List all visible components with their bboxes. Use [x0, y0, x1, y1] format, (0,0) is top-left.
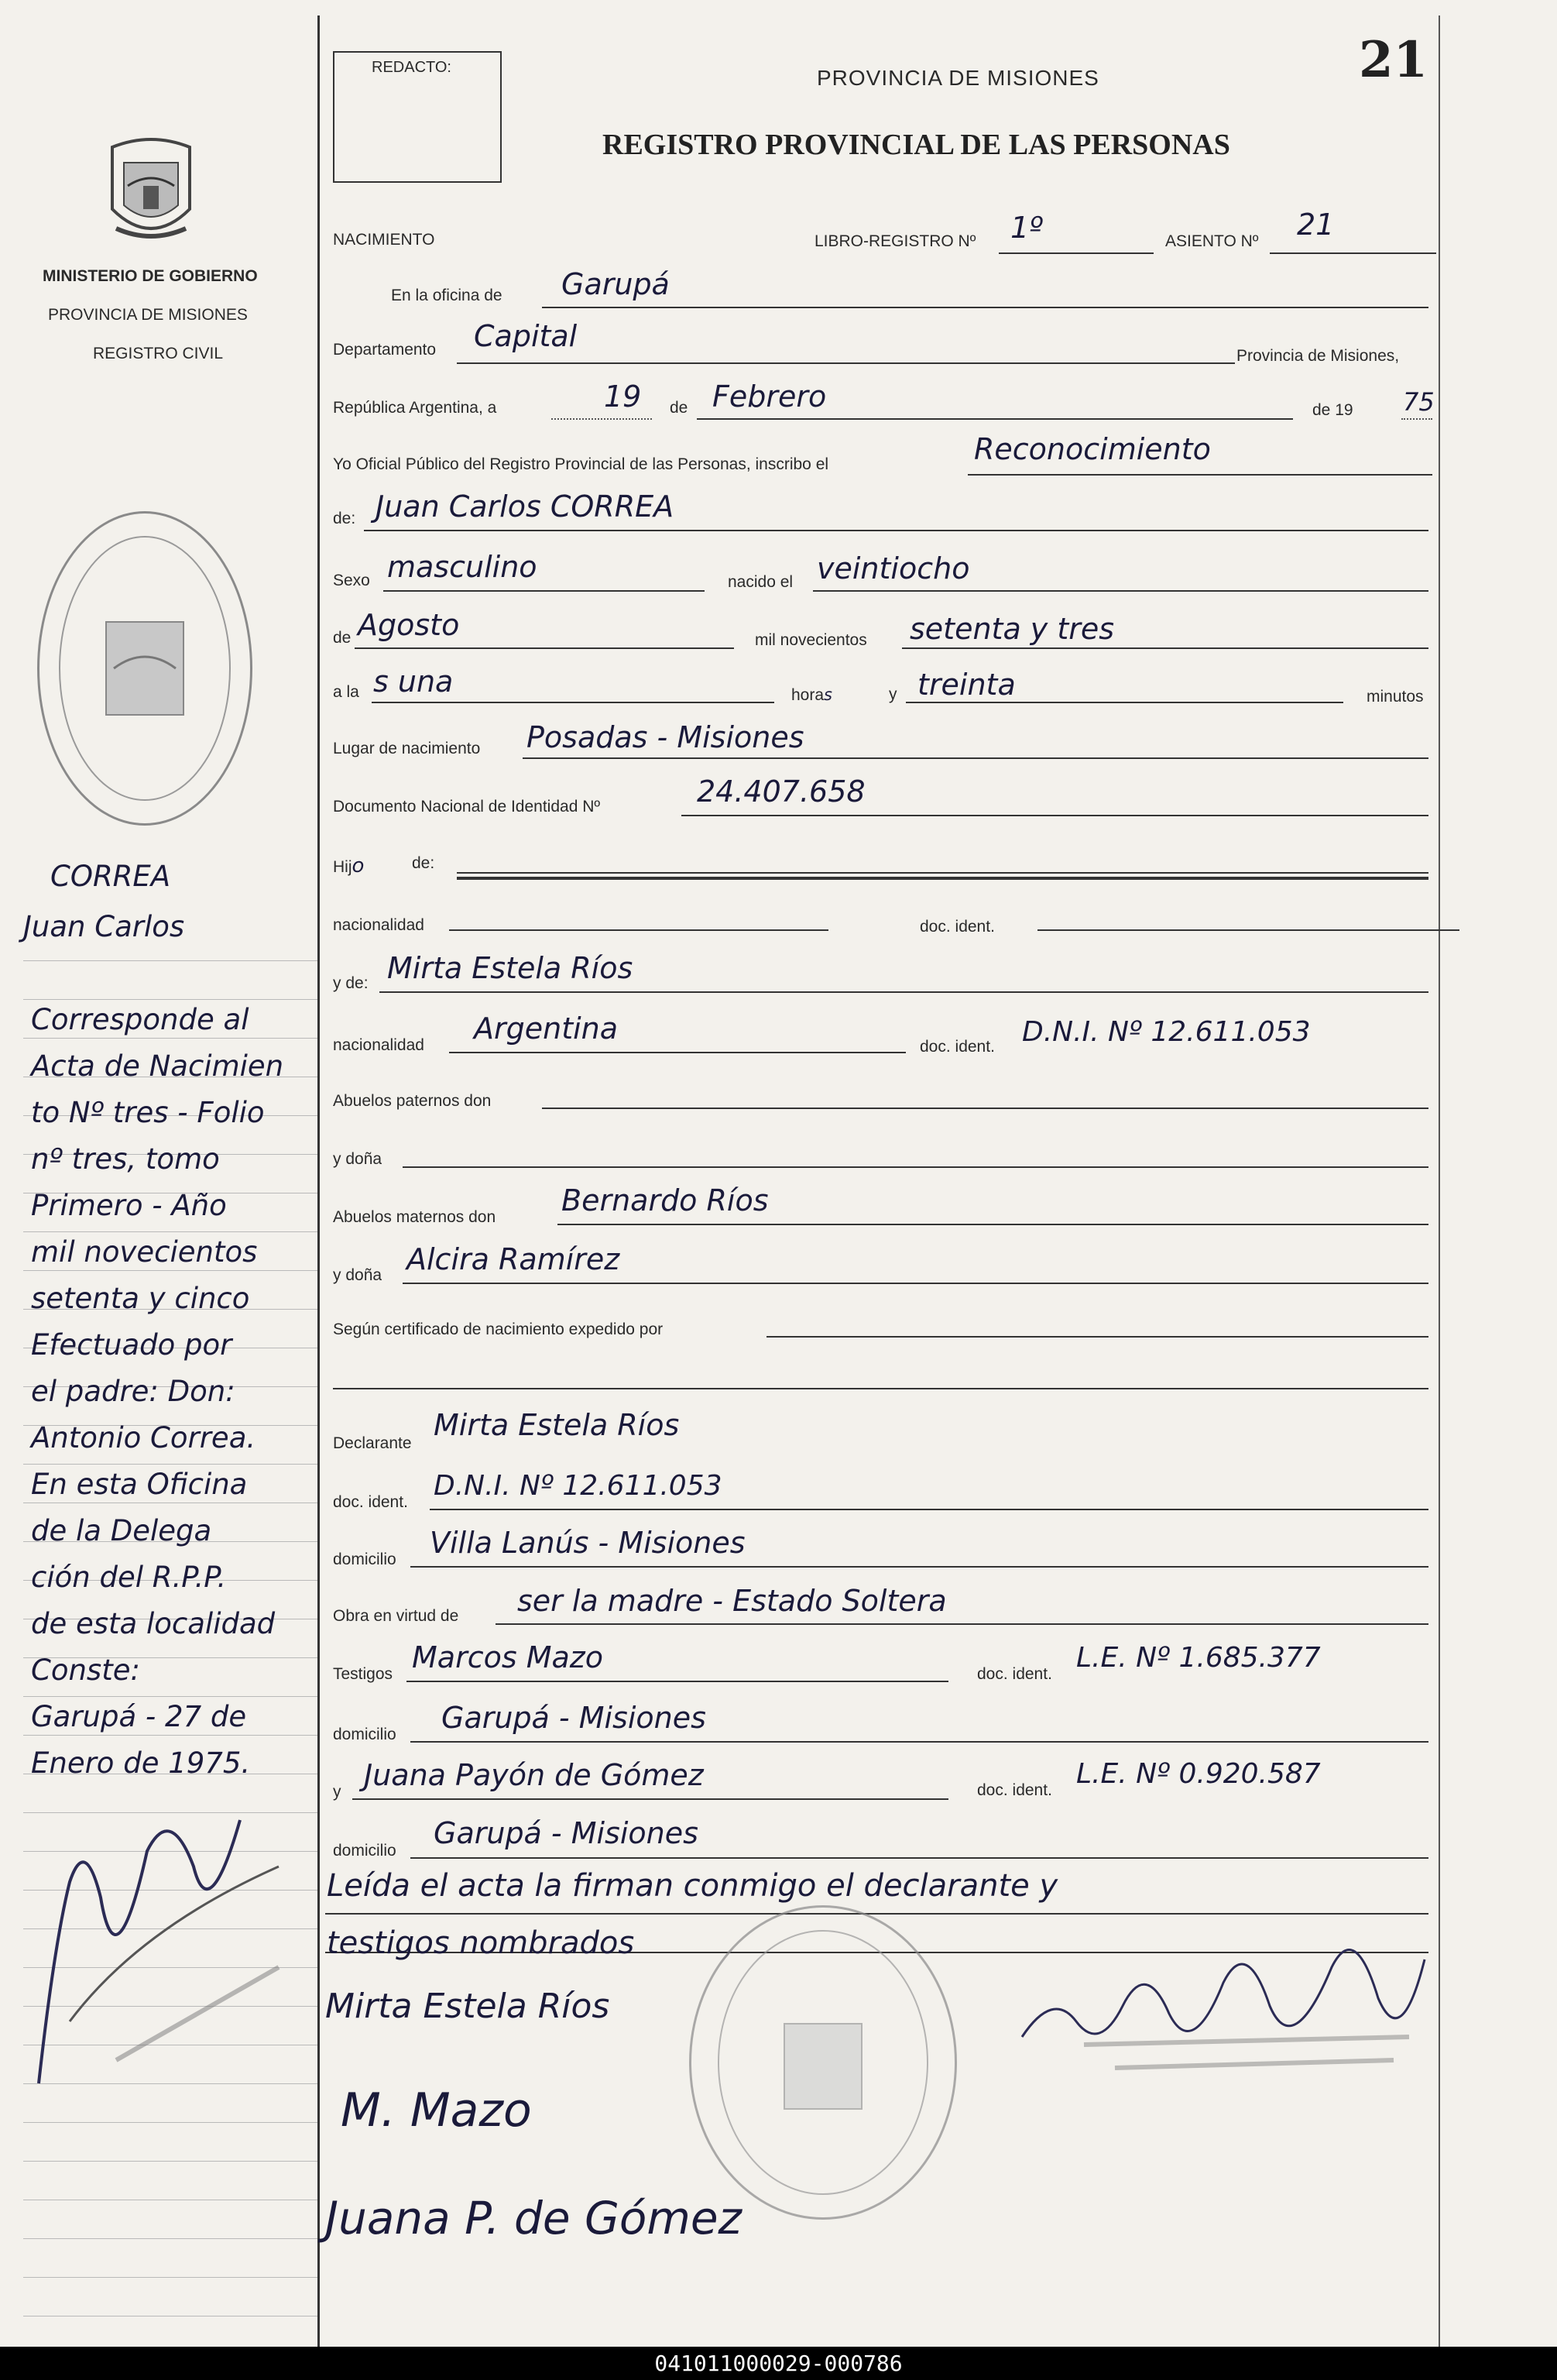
sidebar-note-line: Conste:: [31, 1654, 140, 1687]
closing-line-2: testigos nombrados: [327, 1925, 635, 1961]
testigo2-domicilio-value: Garupá - Misiones: [434, 1816, 698, 1850]
sidebar-note-line: Corresponde al: [31, 1003, 249, 1036]
mother-doc-label: doc. ident.: [920, 1038, 995, 1056]
declarante-domicilio-label: domicilio: [333, 1551, 396, 1568]
sidebar-given-names: Juan Carlos: [23, 910, 185, 943]
libro-value: 1º: [1010, 211, 1044, 245]
obra-value: ser la madre - Estado Soltera: [517, 1584, 947, 1618]
page-number: 21: [1359, 31, 1428, 89]
declarante-doc-label: doc. ident.: [333, 1493, 408, 1511]
sidebar-note-line: de la Delega: [31, 1514, 212, 1547]
sidebar-note-line: Garupá - 27 de: [31, 1700, 247, 1733]
name-value: Juan Carlos CORREA: [376, 489, 674, 524]
father-doc-label: doc. ident.: [920, 918, 995, 936]
mother-nationality-value: Argentina: [474, 1011, 619, 1046]
header-province: PROVINCIA DE MISIONES: [817, 66, 1099, 90]
mother-doc-value: D.N.I. Nº 12.611.053: [1022, 1016, 1311, 1048]
testigo1-doc-label: doc. ident.: [977, 1665, 1052, 1683]
mother-value: Mirta Estela Ríos: [387, 951, 633, 985]
province-logo: [101, 132, 201, 248]
closing-line-1: Leída el acta la firman conmigo el declarante y: [327, 1868, 1058, 1904]
minutos-label: minutos: [1367, 688, 1424, 706]
hour-y-label: y: [889, 685, 897, 703]
asiento-value: 21: [1297, 208, 1335, 242]
day-value: 19: [604, 379, 642, 414]
lugar-value: Posadas - Misiones: [526, 720, 804, 754]
month-value: Febrero: [712, 379, 827, 414]
nacido-label: nacido el: [728, 573, 794, 591]
testigo2-doc-value: L.E. Nº 0.920.587: [1076, 1758, 1321, 1790]
sidebar-note-line: Antonio Correa.: [31, 1421, 256, 1454]
sidebar-note-line: nº tres, tomo: [31, 1142, 220, 1176]
de-name-label: de:: [333, 510, 356, 527]
paternal-y-dona-label: y doña: [333, 1150, 382, 1168]
testigo2-value: Juana Payón de Gómez: [364, 1758, 704, 1792]
birth-month-value: Agosto: [358, 608, 460, 642]
year-value: 75: [1403, 387, 1435, 417]
oficina-label: En la oficina de: [391, 287, 502, 304]
lugar-label: Lugar de nacimiento: [333, 740, 481, 757]
y-de-label: y de:: [333, 974, 369, 992]
garupa-office-seal: [37, 511, 252, 826]
dni-label: Documento Nacional de Identidad Nº: [333, 798, 601, 816]
provincia-suffix: Provincia de Misiones,: [1236, 347, 1400, 365]
page-title: REGISTRO PROVINCIAL DE LAS PERSONAS: [602, 129, 1230, 161]
testigos-label: Testigos: [333, 1665, 393, 1683]
oficina-value: Garupá: [561, 267, 670, 301]
testigo2-y-label: y: [333, 1783, 341, 1801]
mother-nacionalidad-label: nacionalidad: [333, 1036, 424, 1054]
sidebar-note-line: de esta localidad: [31, 1607, 276, 1640]
sidebar-note-line: mil novecientos: [31, 1235, 258, 1269]
testigo1-domicilio-label: domicilio: [333, 1726, 396, 1743]
maternal-y-dona-label: y doña: [333, 1266, 382, 1284]
act-value: Reconocimiento: [974, 432, 1211, 466]
sidebar-note-line: Enero de 1975.: [31, 1746, 251, 1780]
de-month-label: de: [333, 629, 352, 647]
ministry-label: MINISTERIO DE GOBIERNO: [43, 267, 258, 285]
nacimiento-label: NACIMIENTO: [333, 231, 435, 249]
declarante-value: Mirta Estela Ríos: [434, 1408, 680, 1442]
sidebar-note-line: Primero - Año: [31, 1189, 227, 1222]
dni-value: 24.407.658: [697, 774, 866, 809]
sidebar-note-line: ción del R.P.P.: [31, 1561, 227, 1594]
sexo-value: masculino: [387, 550, 537, 584]
year-label: de 19: [1312, 401, 1353, 419]
certificado-label: Según certificado de nacimiento expedido por: [333, 1321, 664, 1338]
declarante-doc-value: D.N.I. Nº 12.611.053: [434, 1470, 722, 1502]
horas-word: hora: [791, 686, 825, 704]
oficial-text: Yo Oficial Público del Registro Provincial de las Personas, inscribo el: [333, 455, 829, 473]
footer-code: 041011000029-000786: [0, 2347, 1557, 2380]
birth-day-value: veintiocho: [817, 551, 970, 586]
hijo-de-label: de:: [412, 854, 435, 872]
abuelos-maternos-label: Abuelos maternos don: [333, 1208, 496, 1226]
testigo2-domicilio-label: domicilio: [333, 1842, 396, 1860]
testigo1-value: Marcos Mazo: [412, 1640, 603, 1674]
republica-label: República Argentina, a: [333, 399, 497, 417]
hour-value: s una: [373, 665, 454, 699]
registro-civil-label: REGISTRO CIVIL: [93, 345, 224, 362]
signature-testigo1: M. Mazo: [341, 2083, 532, 2138]
mil-novecientos-label: mil novecientos: [755, 631, 867, 649]
sidebar-province-label: PROVINCIA DE MISIONES: [48, 306, 248, 324]
father-nacionalidad-label: nacionalidad: [333, 916, 424, 934]
obra-label: Obra en virtud de: [333, 1607, 459, 1625]
de-label: de: [670, 399, 688, 417]
declarante-label: Declarante: [333, 1434, 412, 1452]
horas-suffix: s: [824, 685, 832, 704]
sexo-label: Sexo: [333, 572, 370, 589]
abuela-materna-value: Alcira Ramírez: [406, 1242, 620, 1276]
sidebar-note-line: Acta de Nacimien: [31, 1049, 284, 1083]
redacto-box: [333, 51, 502, 183]
sidebar-note-line: el padre: Don:: [31, 1375, 235, 1408]
sidebar-note-line: En esta Oficina: [31, 1468, 248, 1501]
official-signature-stamp: [1007, 1890, 1440, 2091]
sidebar-note-line: setenta y cinco: [31, 1282, 250, 1315]
signature-testigo2: Juana P. de Gómez: [325, 2192, 742, 2244]
abuelo-materno-value: Bernardo Ríos: [561, 1183, 769, 1217]
sidebar-surname: CORREA: [50, 860, 171, 893]
libro-label: LIBRO-REGISTRO Nº: [815, 232, 976, 250]
sidebar-note-line: to Nº tres - Folio: [31, 1096, 265, 1129]
hijo-suffix: o: [352, 854, 365, 877]
hijo-label: [333, 854, 364, 877]
departamento-value: Capital: [474, 319, 578, 353]
signature-declarante: Mirta Estela Ríos: [325, 1987, 610, 2026]
redacto-label: REDACTO:: [372, 59, 451, 76]
sidebar-note-line: Efectuado por: [31, 1328, 232, 1362]
birth-year-value: setenta y tres: [910, 612, 1115, 646]
testigo1-doc-value: L.E. Nº 1.685.377: [1076, 1642, 1321, 1674]
testigo1-domicilio-value: Garupá - Misiones: [441, 1701, 706, 1735]
registry-seal-capital: [689, 1905, 957, 2220]
minutes-value: treinta: [917, 668, 1016, 702]
hijo-word: Hij: [333, 858, 352, 876]
horas-label: [791, 685, 832, 705]
testigo2-doc-label: doc. ident.: [977, 1781, 1052, 1799]
sidebar-signature-stamp: [23, 1789, 302, 2099]
a-la-label: a la: [333, 683, 359, 701]
declarante-domicilio-value: Villa Lanús - Misiones: [430, 1526, 746, 1560]
asiento-label: ASIENTO Nº: [1165, 232, 1259, 250]
abuelos-paternos-label: Abuelos paternos don: [333, 1092, 492, 1110]
departamento-label: Departamento: [333, 341, 437, 359]
